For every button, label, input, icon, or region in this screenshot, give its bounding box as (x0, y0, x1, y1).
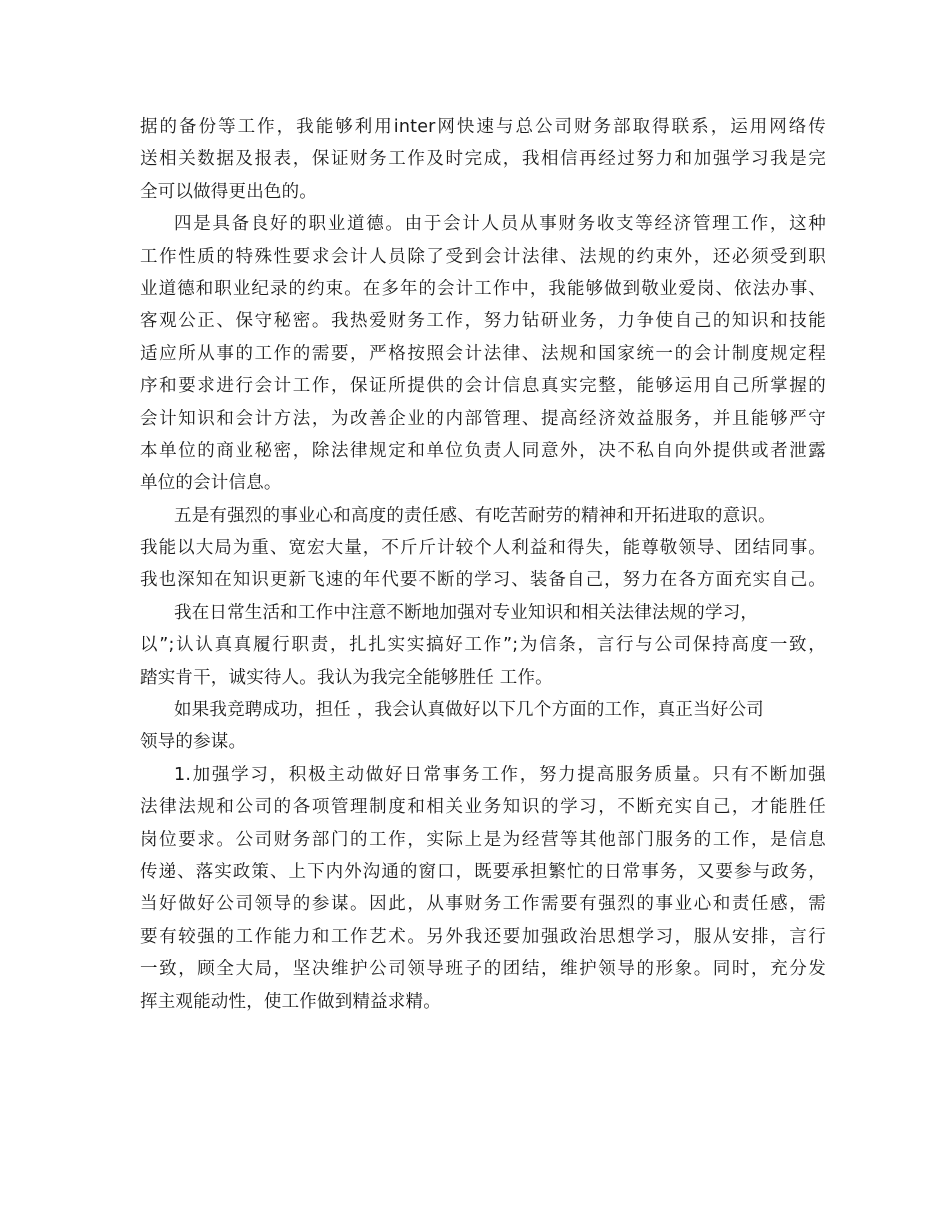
paragraph-start-line: 1.加强学习，积极主动做好日常事务工作，努力提高服务质量。只有不断加强 (174, 764, 826, 785)
text-line: 单位的会计信息。 (140, 473, 282, 494)
text-line: 岗位要求。公司财务部门的工作，实际上是为经营等其他部门服务的工作，是信息 (140, 829, 826, 850)
paragraph-start-line: 我在日常生活和工作中注意不断地加强对专业知识和相关法律法规的学习， (174, 602, 759, 623)
text-line: 要有较强的工作能力和工作艺术。另外我还要加强政治思想学习，服从安排，言行 (140, 926, 826, 947)
text-line: 据的备份等工作，我能够利用inter网快速与总公司财务部取得联系，运用网络传 (140, 117, 826, 137)
text-line: 工作性质的特殊性要求会计人员除了受到会计法律、法规的约束外，还必须受到职 (140, 246, 826, 267)
text-line: 挥主观能动性，使工作做到精益求精。 (140, 991, 441, 1012)
text-line: 领导的参谋。 (140, 732, 247, 753)
text-line: 送相关数据及报表，保证财务工作及时完成，我相信再经过努力和加强学习我是完 (140, 149, 826, 170)
text-line: 以”;认认真真履行职责，扎扎实实搞好工作”;为信条，言行与公司保持高度一致， (140, 635, 826, 656)
paragraph-start-line: 如果我竞聘成功，担任 ，我会认真做好以下几个方面的工作，真正当好公司 (174, 700, 764, 721)
text-line: 适应所从事的工作的需要，严格按照会计法律、法规和国家统一的会计制度规定程 (140, 343, 826, 364)
text-line: 传递、落实政策、上下内外沟通的窗口，既要承担繁忙的日常事务，又要参与政务， (140, 861, 826, 882)
text-line: 业道德和职业纪录的约束。在多年的会计工作中，我能够做到敬业爱岗、依法办事、 (140, 278, 826, 299)
paragraph-start-line: 五是有强烈的事业心和高度的责任感、有吃苦耐劳的精神和开拓进取的意识。 (174, 505, 776, 526)
document-body (140, 111, 826, 1018)
text-line: 客观公正、保守秘密。我热爱财务工作，努力钻研业务，力争使自己的知识和技能 (140, 311, 826, 332)
text-line: 踏实肯干，诚实待人。我认为我完全能够胜任 工作。 (140, 667, 553, 688)
text-line: 会计知识和会计方法，为改善企业的内部管理、提高经济效益服务，并且能够严守 (140, 408, 826, 429)
text-line: 我也深知在知识更新飞速的年代要不断的学习、装备自己，努力在各方面充实自己。 (140, 570, 826, 591)
text-line: 序和要求进行会计工作，保证所提供的会计信息真实完整，能够运用自己所掌握的 (140, 376, 826, 397)
text-line: 一致，顾全大局，坚决维护公司领导班子的团结，维护领导的形象。同时，充分发 (140, 959, 826, 980)
paragraph-start-line: 四是具备良好的职业道德。由于会计人员从事财务收支等经济管理工作，这种 (174, 214, 826, 235)
text-line: 全可以做得更出色的。 (140, 181, 317, 202)
text-line: 当好做好公司领导的参谋。因此，从事财务工作需要有强烈的事业心和责任感，需 (140, 894, 826, 915)
text-line: 本单位的商业秘密，除法律规定和单位负责人同意外，决不私自向外提供或者泄露 (140, 440, 826, 461)
text-line: 法律法规和公司的各项管理制度和相关业务知识的学习，不断充实自己，才能胜任 (140, 797, 826, 818)
text-line: 我能以大局为重、宽宏大量，不斤斤计较个人利益和得失，能尊敬领导、团结同事。 (140, 538, 826, 559)
